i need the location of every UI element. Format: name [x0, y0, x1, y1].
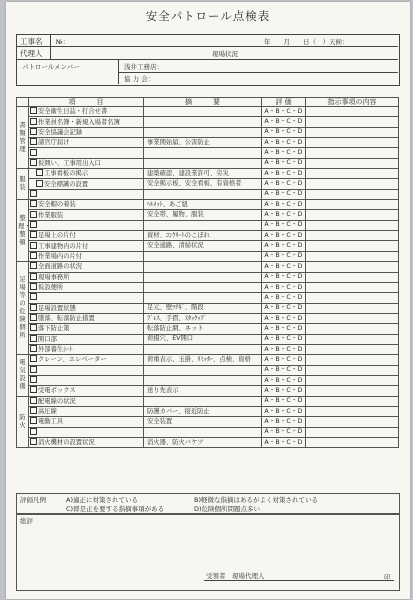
item-text: 作業員名簿・新規入場者名簿	[38, 118, 120, 126]
item-text: 安全標識の設置	[44, 180, 89, 188]
item-cell	[29, 148, 144, 158]
item-text: 全面道路の状況	[38, 263, 83, 271]
item-text: 工事看板の掲示	[44, 170, 89, 178]
grade-cell[interactable]: A・B・C・D	[262, 355, 306, 365]
project-label: 工事名	[20, 37, 43, 46]
table-row	[17, 427, 399, 437]
grade-cell[interactable]: A・B・C・D	[262, 251, 306, 261]
item-cell	[29, 355, 144, 365]
item-text: 安全協議会記録	[38, 128, 83, 136]
table-row	[17, 231, 399, 241]
note-cell[interactable]	[306, 262, 399, 272]
point-cell: 送り先表示	[144, 386, 262, 396]
note-cell[interactable]	[306, 241, 399, 251]
item-cell	[29, 344, 144, 354]
point-cell: 安全掲示板、安全看板、有資格者	[144, 179, 262, 189]
table-row	[17, 179, 399, 189]
grade-cell[interactable]: A・B・C・D	[262, 158, 306, 168]
item-cell	[29, 138, 144, 148]
item-text: 仮設便所	[38, 284, 64, 292]
table-row	[17, 365, 399, 375]
item-checkbox[interactable]	[30, 345, 37, 352]
note-cell[interactable]	[306, 148, 399, 158]
grade-cell[interactable]: A・B・C・D	[262, 375, 306, 385]
page-title: 安全パトロール点検表	[145, 9, 271, 23]
item-checkbox[interactable]	[30, 221, 37, 228]
item-text: 諸官庁届け	[38, 139, 70, 147]
item-text: クレーン、エレベーター	[38, 356, 107, 364]
item-checkbox[interactable]	[30, 149, 37, 156]
grade-cell[interactable]: A・B・C・D	[262, 282, 306, 292]
table-row	[17, 406, 399, 416]
legend-b: B)軽微な指摘はあるがよく対策されている	[194, 496, 318, 504]
patrol-members-label: パトロールメンバー	[22, 63, 80, 71]
table-row	[17, 169, 399, 179]
item-text: 消火機材の設置状況	[38, 439, 95, 447]
item-checkbox[interactable]	[36, 180, 43, 187]
item-checkbox[interactable]	[36, 169, 43, 176]
note-cell[interactable]	[306, 396, 399, 406]
point-cell: 防護カバー、接近防止	[144, 406, 262, 416]
grade-cell[interactable]: A・B・C・D	[262, 344, 306, 354]
note-cell[interactable]	[306, 158, 399, 168]
note-cell[interactable]	[306, 438, 399, 448]
item-text: 配電線の状況	[38, 397, 76, 405]
table-row	[17, 138, 399, 148]
member-partner-label: 協 力 会：	[124, 75, 155, 83]
category-label: 整理・整頓	[17, 200, 29, 262]
point-cell: 安全通路、清掃状況	[144, 241, 262, 251]
grade-cell[interactable]: A・B・C・D	[262, 427, 306, 437]
grade-cell[interactable]: A・B・C・D	[262, 386, 306, 396]
item-checkbox[interactable]	[30, 335, 37, 342]
note-cell[interactable]	[306, 313, 399, 323]
table-row	[17, 220, 399, 230]
item-checkbox[interactable]	[30, 211, 37, 218]
point-cell: 荷重表示、玉掛、ﾘﾐｯﾀｰ、点検、資格	[144, 355, 262, 365]
note-cell[interactable]	[306, 355, 399, 365]
item-cell	[29, 303, 144, 313]
point-cell	[144, 220, 262, 230]
note-cell[interactable]	[306, 231, 399, 241]
point-header: 摘 要	[144, 98, 262, 107]
category-header	[17, 98, 29, 107]
item-cell	[29, 272, 144, 282]
point-cell: 転落防止網、ネット	[144, 324, 262, 334]
table-row	[17, 417, 399, 427]
item-text: 仮囲い、工事用出入口	[38, 159, 101, 167]
note-cell[interactable]	[306, 127, 399, 137]
site-status-label: 現場状況	[212, 50, 238, 58]
item-checkbox[interactable]	[30, 324, 37, 331]
point-cell	[144, 127, 262, 137]
note-cell[interactable]	[306, 251, 399, 261]
grade-cell[interactable]: A・B・C・D	[262, 438, 306, 448]
item-cell	[29, 386, 144, 396]
table-row	[17, 396, 399, 406]
legend-title: 評価凡例	[20, 496, 46, 504]
item-cell	[29, 220, 144, 230]
point-cell	[144, 375, 262, 385]
item-checkbox[interactable]	[30, 417, 37, 424]
point-cell: 資材、ｺﾝｸﾘｰﾄのこぼれ	[144, 231, 262, 241]
note-cell[interactable]	[306, 138, 399, 148]
grade-cell[interactable]: A・B・C・D	[262, 138, 306, 148]
grade-cell[interactable]: A・B・C・D	[262, 293, 306, 303]
grade-cell[interactable]: A・B・C・D	[262, 324, 306, 334]
item-text: 墜落、転落防止措置	[38, 315, 95, 323]
point-cell: 安全帯、履物、服装	[144, 210, 262, 220]
category-label: 服装	[17, 169, 29, 200]
grade-cell[interactable]: A・B・C・D	[262, 272, 306, 282]
note-cell[interactable]	[306, 324, 399, 334]
point-cell	[144, 158, 262, 168]
item-checkbox[interactable]	[30, 200, 37, 207]
table-row	[17, 262, 399, 272]
table-row	[17, 375, 399, 385]
member-asai-label: 浅井工務店：	[124, 63, 163, 71]
item-checkbox[interactable]	[30, 262, 37, 269]
point-cell	[144, 344, 262, 354]
table-row	[17, 293, 399, 303]
note-cell[interactable]	[306, 210, 399, 220]
item-cell	[29, 334, 144, 344]
item-text: 作業場内の片付	[38, 252, 83, 260]
summary-label: 総評	[20, 517, 33, 525]
item-cell	[29, 158, 144, 168]
note-header: 指示事項の内容	[306, 98, 399, 107]
table-row	[17, 324, 399, 334]
table-row	[17, 210, 399, 220]
point-cell: 安全装置	[144, 417, 262, 427]
header-divider	[118, 72, 398, 73]
item-text: 現場事務所	[38, 273, 70, 281]
item-cell	[29, 262, 144, 272]
item-text: 安全衛生日誌・打合せ書	[38, 108, 108, 116]
table-row	[17, 282, 399, 292]
inspection-sheet	[6, 2, 410, 599]
table-row	[17, 313, 399, 323]
category-label: 足場等の危険個所	[17, 262, 29, 355]
item-checkbox[interactable]	[30, 128, 37, 135]
item-checkbox[interactable]	[30, 138, 37, 145]
table-row	[17, 117, 399, 127]
grade-cell[interactable]: A・B・C・D	[262, 396, 306, 406]
table-row	[17, 107, 399, 117]
note-cell[interactable]	[306, 282, 399, 292]
item-checkbox[interactable]	[30, 428, 37, 435]
point-cell	[144, 427, 262, 437]
grade-cell[interactable]: A・B・C・D	[262, 179, 306, 189]
signature-line	[204, 580, 394, 581]
note-cell[interactable]	[306, 334, 399, 344]
table-row	[17, 189, 399, 199]
item-checkbox[interactable]	[30, 397, 37, 404]
table-row	[17, 355, 399, 365]
agent-label: 代理人	[20, 49, 43, 58]
grade-cell[interactable]: A・B・C・D	[262, 406, 306, 416]
point-cell	[144, 396, 262, 406]
category-label: 防火	[17, 396, 29, 448]
item-checkbox[interactable]	[30, 231, 37, 238]
item-text: 電動工具	[38, 418, 64, 426]
grade-cell[interactable]: A・B・C・D	[262, 107, 306, 117]
checklist-table	[16, 97, 399, 448]
item-cell	[29, 251, 144, 261]
legend-c: C)即是正を要する指摘事項がある	[66, 505, 165, 513]
legend-a: A)適正に対策されている	[66, 496, 138, 504]
item-cell	[29, 282, 144, 292]
item-checkbox[interactable]	[30, 190, 37, 197]
item-checkbox[interactable]	[30, 304, 37, 311]
grade-cell[interactable]: A・B・C・D	[262, 313, 306, 323]
item-checkbox[interactable]	[30, 386, 37, 393]
project-number: №：	[56, 38, 70, 46]
point-cell	[144, 282, 262, 292]
item-cell	[29, 417, 144, 427]
note-cell[interactable]	[306, 107, 399, 117]
note-cell[interactable]	[306, 375, 399, 385]
item-cell	[29, 117, 144, 127]
table-row	[17, 344, 399, 354]
note-cell[interactable]	[306, 386, 399, 396]
note-cell[interactable]	[306, 117, 399, 127]
table-header-row	[17, 98, 399, 107]
receiver-signature-label: 受領者 現場代理人	[206, 572, 265, 580]
grade-cell[interactable]: A・B・C・D	[262, 241, 306, 251]
point-cell: 足元、壁ﾂﾅｷﾞ、階段	[144, 303, 262, 313]
table-row	[17, 158, 399, 168]
item-text: 工事建物内の片付	[38, 242, 89, 250]
point-cell	[144, 107, 262, 117]
item-checkbox[interactable]	[30, 355, 37, 362]
seal-mark: 印	[384, 573, 391, 581]
point-cell	[144, 272, 262, 282]
point-cell: 荷揚穴、EV開口	[144, 334, 262, 344]
table-row	[17, 303, 399, 313]
item-checkbox[interactable]	[30, 118, 37, 125]
note-cell[interactable]	[306, 189, 399, 199]
item-text: 作業服装	[38, 211, 64, 219]
grade-cell[interactable]: A・B・C・D	[262, 169, 306, 179]
grade-cell[interactable]: A・B・C・D	[262, 262, 306, 272]
item-checkbox[interactable]	[30, 438, 37, 445]
grade-cell[interactable]: A・B・C・D	[262, 117, 306, 127]
item-cell	[29, 107, 144, 117]
table-row	[17, 241, 399, 251]
grade-cell[interactable]: A・B・C・D	[262, 148, 306, 158]
item-checkbox[interactable]	[30, 293, 37, 300]
item-checkbox[interactable]	[30, 242, 37, 249]
point-cell: ﾌﾞﾚｽ、手摺、ｽﾀｯｸｯﾌﾞ	[144, 313, 262, 323]
item-text: 落下防止策	[38, 325, 70, 333]
item-cell	[29, 375, 144, 385]
item-checkbox[interactable]	[30, 283, 37, 290]
note-cell[interactable]	[306, 427, 399, 437]
item-checkbox[interactable]	[30, 407, 37, 414]
header-divider	[16, 46, 398, 47]
note-cell[interactable]	[306, 303, 399, 313]
point-cell	[144, 189, 262, 199]
item-cell	[29, 127, 144, 137]
item-cell	[29, 365, 144, 375]
grade-cell[interactable]: A・B・C・D	[262, 303, 306, 313]
note-cell[interactable]	[306, 272, 399, 282]
note-cell[interactable]	[306, 344, 399, 354]
table-row	[17, 148, 399, 158]
table-row	[17, 438, 399, 448]
item-text: 足場上の片付	[38, 232, 76, 240]
header-divider	[50, 34, 51, 59]
grade-header: 評 価	[262, 98, 306, 107]
table-row	[17, 251, 399, 261]
point-cell	[144, 148, 262, 158]
item-cell	[29, 324, 144, 334]
item-header: 項 目	[29, 98, 144, 107]
item-cell	[29, 241, 144, 251]
table-row	[17, 386, 399, 396]
item-text: 高圧線	[38, 408, 57, 416]
item-checkbox[interactable]	[30, 273, 37, 280]
item-cell	[29, 438, 144, 448]
grade-cell[interactable]: A・B・C・D	[262, 417, 306, 427]
point-cell: 消火器、防火バケツ	[144, 438, 262, 448]
header-divider	[118, 59, 119, 84]
table-row	[17, 334, 399, 344]
item-checkbox[interactable]	[30, 159, 37, 166]
legend-d: D)危険個所問題点多い	[194, 505, 261, 513]
note-cell[interactable]	[306, 293, 399, 303]
item-checkbox[interactable]	[30, 314, 37, 321]
category-label: 電気設備	[17, 355, 29, 396]
item-cell	[29, 179, 144, 189]
item-cell	[29, 169, 144, 179]
item-cell	[29, 396, 144, 406]
grade-cell[interactable]: A・B・C・D	[262, 334, 306, 344]
item-text: 安全帽の着装	[38, 201, 76, 209]
grade-cell[interactable]: A・B・C・D	[262, 200, 306, 210]
item-cell	[29, 210, 144, 220]
item-cell	[29, 231, 144, 241]
grade-cell[interactable]: A・B・C・D	[262, 189, 306, 199]
grade-cell[interactable]: A・B・C・D	[262, 365, 306, 375]
note-cell[interactable]	[306, 200, 399, 210]
table-row	[17, 272, 399, 282]
table-row	[17, 127, 399, 137]
point-cell	[144, 262, 262, 272]
point-cell	[144, 293, 262, 303]
table-row	[17, 200, 399, 210]
item-cell	[29, 427, 144, 437]
note-cell[interactable]	[306, 220, 399, 230]
point-cell	[144, 365, 262, 375]
grade-cell[interactable]: A・B・C・D	[262, 210, 306, 220]
category-label: 書類管理	[17, 107, 29, 169]
note-cell[interactable]	[306, 365, 399, 375]
note-cell[interactable]	[306, 169, 399, 179]
item-cell	[29, 406, 144, 416]
item-cell	[29, 189, 144, 199]
point-cell	[144, 251, 262, 261]
point-cell	[144, 117, 262, 127]
date-weather-label: 年 月 日（ ）天候：	[264, 38, 349, 46]
grade-cell[interactable]: A・B・C・D	[262, 231, 306, 241]
item-checkbox[interactable]	[30, 252, 37, 259]
item-text: 足場設置状態	[38, 304, 76, 312]
note-cell[interactable]	[306, 179, 399, 189]
grade-cell[interactable]: A・B・C・D	[262, 127, 306, 137]
note-cell[interactable]	[306, 406, 399, 416]
item-cell	[29, 313, 144, 323]
item-text: 受電ボックス	[38, 387, 76, 395]
item-text: 外部養生ｼｰﾄ	[38, 346, 73, 354]
item-cell	[29, 200, 144, 210]
item-cell	[29, 293, 144, 303]
point-cell: 事業開始届、公害防止	[144, 138, 262, 148]
item-checkbox[interactable]	[30, 376, 37, 383]
note-cell[interactable]	[306, 417, 399, 427]
item-checkbox[interactable]	[30, 366, 37, 373]
header-divider	[16, 59, 398, 60]
point-cell: ﾍﾙﾒｯﾄ、あご紐	[144, 200, 262, 210]
point-cell: 建築確認、建設業許可、労災	[144, 169, 262, 179]
item-checkbox[interactable]	[30, 107, 37, 114]
item-text: 開口部	[38, 335, 57, 343]
grade-cell[interactable]: A・B・C・D	[262, 220, 306, 230]
